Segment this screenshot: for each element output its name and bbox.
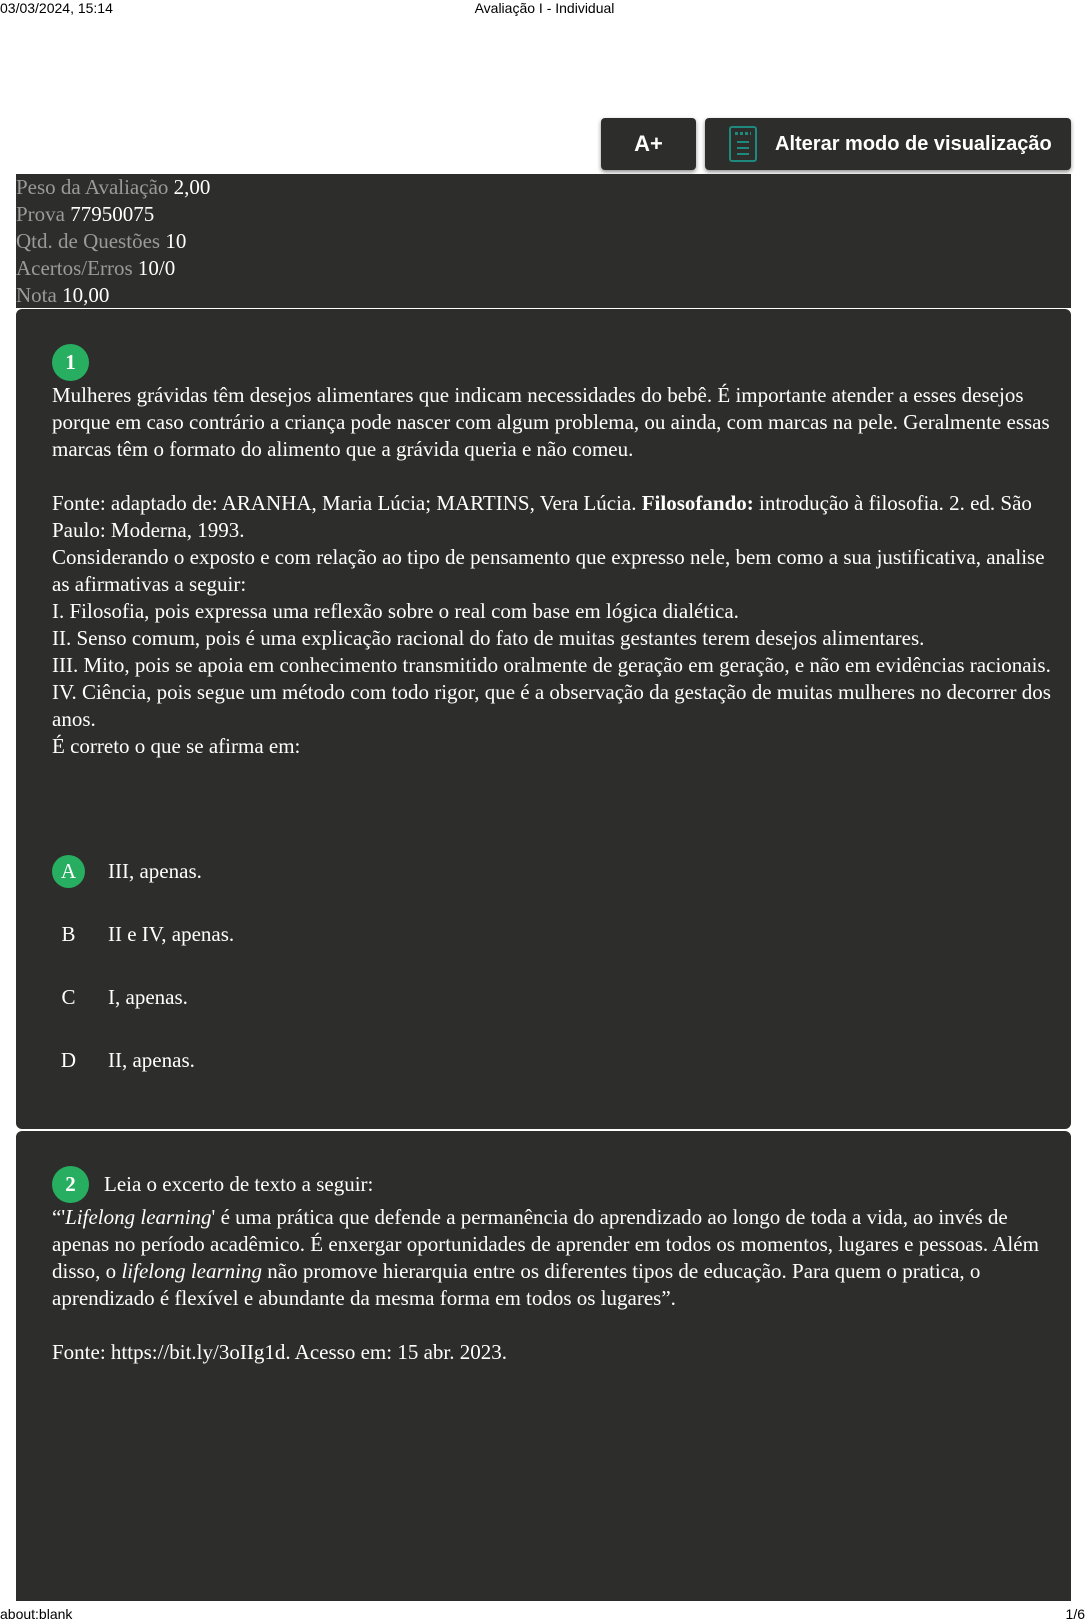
- summary-questoes: Qtd. de Questões 10: [16, 229, 187, 253]
- summary-acertos: Acertos/Erros 10/0: [16, 256, 176, 280]
- option-c[interactable]: [52, 980, 188, 1014]
- question-card-2: [16, 1131, 1071, 1601]
- question-1-question: É correto o que se afirma em:: [52, 734, 301, 758]
- evaluation-summary: [16, 174, 1071, 308]
- statement-1: I. Filosofia, pois expressa uma reflexão sobre o real com base em lógica dialética.: [52, 599, 739, 623]
- print-footer: [0, 1604, 1089, 1624]
- option-d[interactable]: [52, 1043, 195, 1077]
- question-number-badge: 2: [52, 1166, 89, 1203]
- question-2-quote: “'Lifelong learning' é uma prática que defende a permanência do aprendizado ao longo de toda a vida, ao invés de apenas no período acadêmico. É enxergar oportunidades de aprender em todos os momentos, lugares e pessoas. Além disso, o lifelong learning não promove hierarquia entre os diferentes tipos de educação. Para quem o pratica, o aprendizado é flexível e abundante da mesma forma em todos os lugares”.: [52, 1205, 1039, 1310]
- statement-3: III. Mito, pois se apoia em conhecimento transmitido oralmente de geração em geração, e não em evidências racionais.: [52, 653, 1051, 677]
- print-url: about:blank: [0, 1606, 73, 1622]
- summary-prova: Prova 77950075: [16, 202, 155, 226]
- question-1-prompt: Considerando o exposto e com relação ao tipo de pensamento que expresso nele, bem como a sua justificativa, analise as afirmativas a seguir:: [52, 545, 1045, 596]
- statement-4: IV. Ciência, pois segue um método com todo rigor, que é a observação da gestação de muitas mulheres no decorrer dos anos.: [52, 680, 1051, 731]
- option-letter: C: [61, 984, 76, 1009]
- summary-peso: Peso da Avaliação 2,00: [16, 175, 211, 199]
- question-number-badge: 1: [52, 344, 89, 381]
- font-size-increase-button[interactable]: [601, 118, 696, 170]
- statement-2: II. Senso comum, pois é uma explicação racional do fato de muitas gestantes terem desejos alimentares.: [52, 626, 925, 650]
- option-text: II e IV, apenas.: [108, 921, 235, 946]
- print-page-number: 1/6: [1065, 1606, 1085, 1622]
- option-text: I, apenas.: [108, 984, 188, 1009]
- option-text: II, apenas.: [108, 1047, 195, 1072]
- change-view-mode-button[interactable]: [705, 118, 1071, 170]
- question-2-heading: Leia o excerto de texto a seguir:: [104, 1172, 374, 1196]
- option-text: III, apenas.: [108, 858, 202, 883]
- view-mode-button-label: Alterar modo de visualização: [775, 132, 1052, 155]
- option-letter: B: [61, 921, 76, 946]
- option-a[interactable]: [52, 854, 202, 888]
- font-size-button-label: A+: [634, 131, 663, 156]
- summary-nota: Nota 10,00: [16, 283, 110, 307]
- print-title: Avaliação I - Individual: [474, 0, 615, 16]
- option-letter-correct: A: [52, 855, 85, 888]
- question-2-body: [52, 1204, 1052, 1366]
- document-icon: [729, 126, 757, 162]
- question-1-intro: Mulheres grávidas têm desejos alimentares que indicam necessidades do bebê. É importante atender a esses desejos porque em caso contrário a criança pode nascer com algum problema, ou ainda, com marcas na pele. Geralmente essas marcas têm o formato do alimento que a grávida queria e não comeu.: [52, 383, 1050, 461]
- print-header: [0, 0, 1089, 18]
- question-2-source: Fonte: https://bit.ly/3oIIg1d. Acesso em: 15 abr. 2023.: [52, 1340, 507, 1364]
- option-b[interactable]: [52, 917, 234, 951]
- print-date: 03/03/2024, 15:14: [0, 0, 113, 16]
- option-letter: D: [60, 1047, 77, 1072]
- question-card-1: [16, 309, 1071, 1129]
- question-1-source: Fonte: adaptado de: ARANHA, Maria Lúcia; MARTINS, Vera Lúcia. Filosofando: introdução à filosofia. 2. ed. São Paulo: Moderna, 1993.: [52, 491, 1032, 542]
- question-1-body: [52, 382, 1052, 760]
